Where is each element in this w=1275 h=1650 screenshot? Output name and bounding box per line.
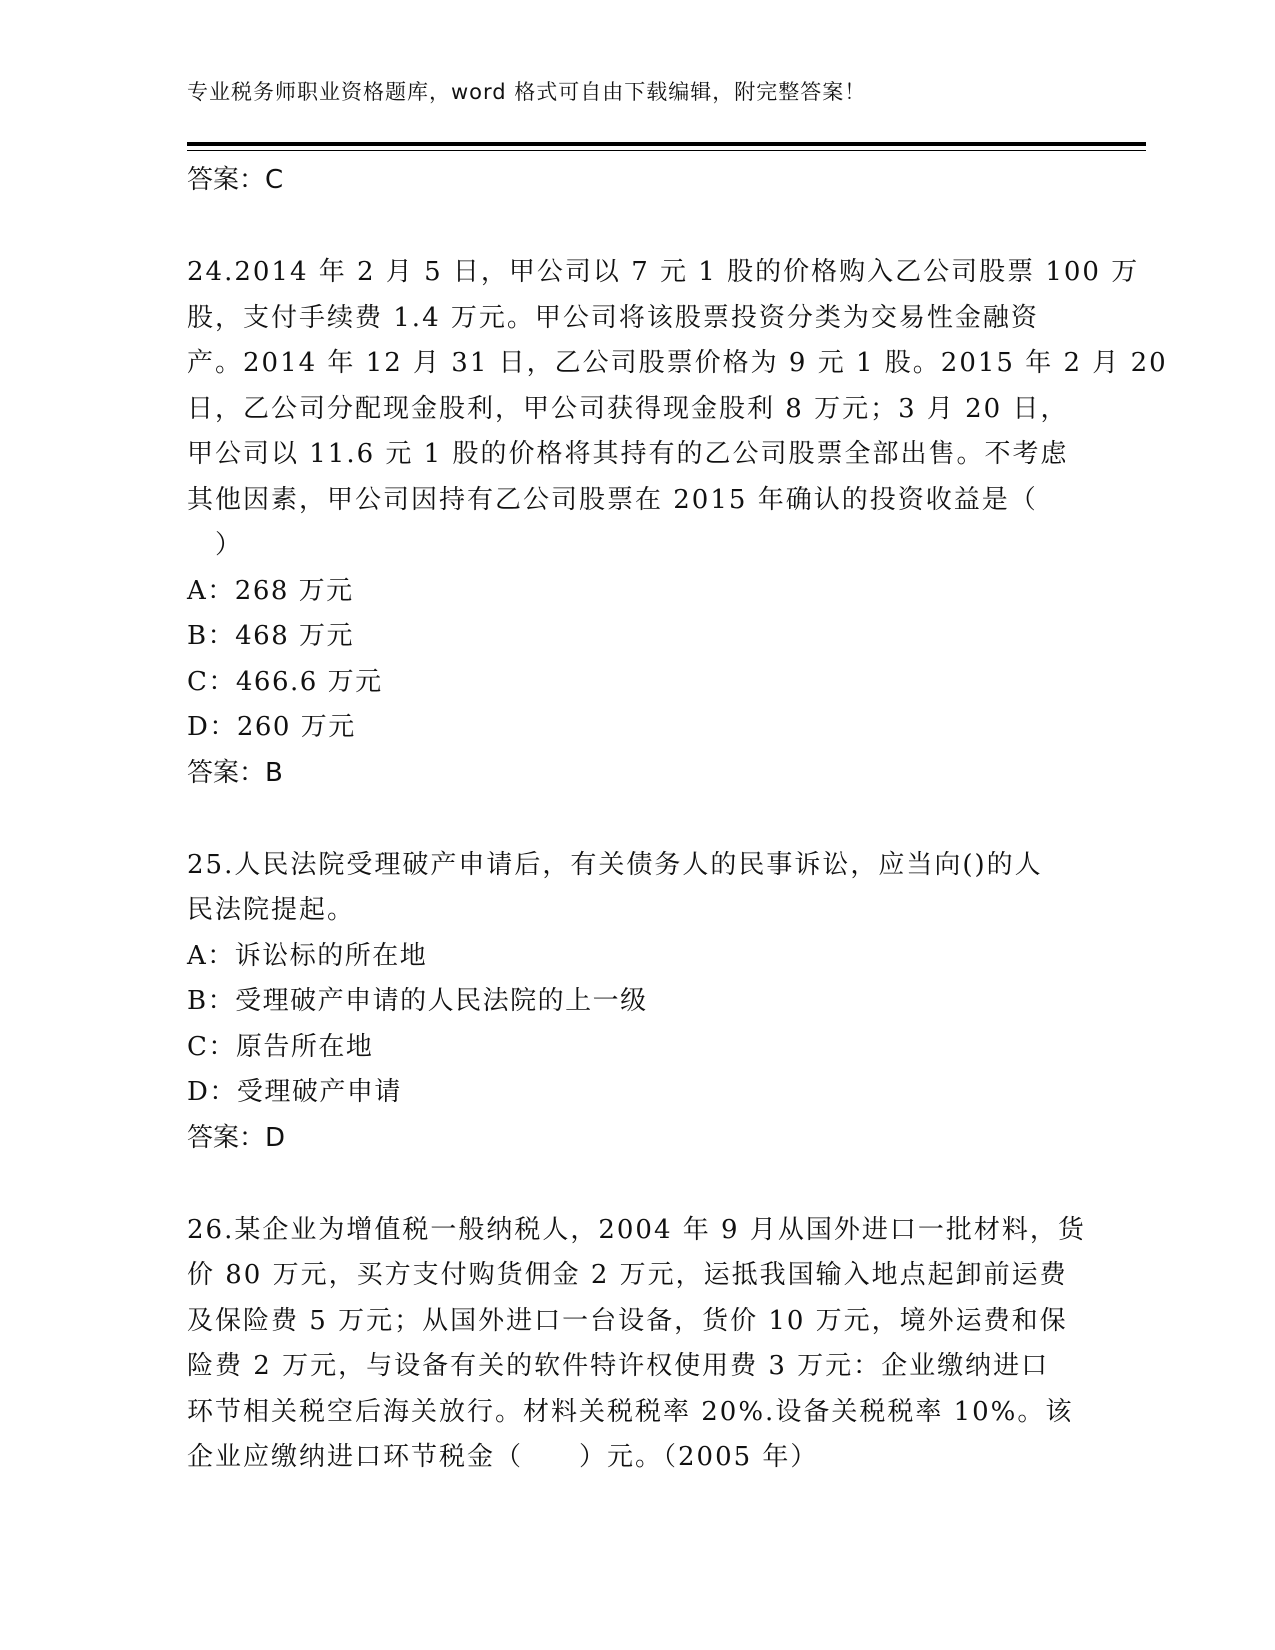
option-c: C：原告所在地: [187, 1031, 374, 1062]
question-text-line: 民法院提起。: [187, 895, 356, 925]
question-text-line: 日，乙公司分配现金股利，甲公司获得现金股利 8 万元；3 月 20 日，: [187, 393, 1069, 424]
question-24: [187, 250, 1168, 795]
header-rule-thin: [187, 150, 1146, 151]
question-text-line: 价 80 万元，买方支付购货佣金 2 万元，运抵我国输入地点起卸前运费: [187, 1260, 1068, 1290]
question-text-line: ）: [187, 530, 244, 560]
question-25: [187, 843, 1087, 1160]
option-a: A：诉讼标的所在地: [187, 940, 428, 971]
page-header-text: 专业税务师职业资格题库，word 格式可自由下载编辑，附完整答案！: [187, 80, 867, 104]
header-rule-thick: [187, 142, 1146, 146]
option-c: C：466.6 万元: [187, 666, 383, 697]
question-text-line: 产。2014 年 12 月 31 日，乙公司股票价格为 9 元 1 股。2015 年 2 月 20: [187, 348, 1168, 378]
question-text-line: 股，支付手续费 1.4 万元。甲公司将该股票投资分类为交易性金融资: [187, 302, 1039, 333]
answer-24: 答案：B: [187, 757, 283, 788]
question-text-line: 25.人民法院受理破产申请后，有关债务人的民事诉讼，应当向()的人: [187, 849, 1043, 880]
option-b: B：468 万元: [187, 621, 354, 651]
question-text-line: 险费 2 万元，与设备有关的软件特许权使用费 3 万元：企业缴纳进口: [187, 1351, 1050, 1381]
question-text-line: 环节相关税空后海关放行。材料关税税率 20%.设备关税税率 10%。该: [187, 1396, 1074, 1427]
document-body: [187, 158, 1168, 1481]
question-26: [187, 1208, 1087, 1481]
question-text-line: 24.2014 年 2 月 5 日，甲公司以 7 元 1 股的价格购入乙公司股票 100 万: [187, 257, 1140, 287]
question-text-line: 企业应缴纳进口环节税金（ ）元。（2005 年）: [187, 1442, 819, 1472]
option-a: A：268 万元: [187, 575, 354, 606]
question-text-line: 及保险费 5 万元；从国外进口一台设备，货价 10 万元，境外运费和保: [187, 1305, 1068, 1336]
previous-answer: 答案：C: [187, 165, 284, 195]
question-text-line: 26.某企业为增值税一般纳税人，2004 年 9 月从国外进口一批材料，货: [187, 1214, 1086, 1245]
question-text-line: 其他因素，甲公司因持有乙公司股票在 2015 年确认的投资收益是（: [187, 484, 1038, 515]
answer-25: 答案：D: [187, 1122, 286, 1153]
question-text-line: 甲公司以 11.6 元 1 股的价格将其持有的乙公司股票全部出售。不考虑: [187, 439, 1069, 469]
option-d: D：260 万元: [187, 712, 356, 742]
option-b: B：受理破产申请的人民法院的上一级: [187, 986, 648, 1016]
option-d: D：受理破产申请: [187, 1077, 402, 1107]
